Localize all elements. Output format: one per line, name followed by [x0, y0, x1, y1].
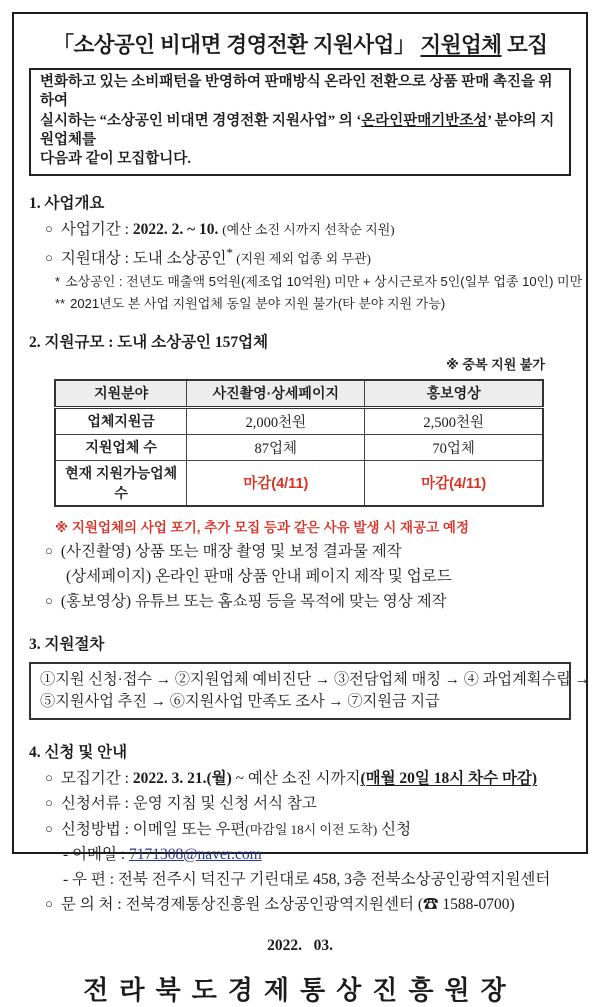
application-method-post: 신청 — [377, 820, 412, 838]
section-2-heading: 2. 지원규모 : 도내 소상공인 157업체 — [29, 333, 269, 351]
support-target-line — [29, 243, 571, 271]
application-docs-text: 신청서류 : 운영 지침 및 신청 서식 참고 — [60, 795, 317, 813]
circle-bullet: ○ — [45, 542, 53, 558]
section-2-items — [29, 539, 571, 614]
circle-bullet: ○ — [45, 795, 53, 811]
detail-page-item-text: (상세페이지) 온라인 판매 상품 안내 페이지 제작 및 업로드 — [66, 568, 452, 586]
footnote-1 — [29, 271, 583, 293]
table-row-count — [55, 434, 543, 460]
circle-bullet: ○ — [45, 593, 53, 609]
business-period-note: (예산 소진 시까지 선착순 지원) — [222, 222, 395, 238]
support-target-label: 지원대상 : 도내 소상공인 — [60, 249, 227, 267]
contact-line — [29, 892, 571, 917]
table-row-grant — [55, 407, 543, 434]
page-title-suffix: 모집 — [501, 33, 548, 57]
postal-line — [29, 867, 571, 892]
intro-box — [29, 68, 571, 176]
section-4-heading: 4. 신청 및 안내 — [29, 744, 128, 762]
intro-line-2-underlined: 온라인판매기반조성 — [361, 112, 488, 129]
row-label-available: 현재 지원가능업체수 — [55, 460, 187, 506]
postal-label: - 우 편 : — [63, 870, 118, 888]
table-header-row — [55, 380, 543, 408]
contact-value: 전북경제통상진흥원 소상공인광역지원센터 (☎ 1588-0700) — [125, 895, 515, 913]
video-item-text: (홍보영상) 유튜브 또는 홈쇼핑 등을 목적에 맞는 영상 제작 — [60, 593, 447, 611]
detail-page-item-line — [29, 564, 571, 589]
support-table — [54, 379, 544, 507]
email-label: - 이메일 : — [63, 845, 130, 863]
count-photo-value: 87업체 — [187, 434, 365, 460]
contact-label: 문 의 처 : — [60, 895, 126, 913]
document-frame — [12, 12, 590, 1007]
business-period-value: 2022. 2. ~ 10. — [132, 221, 223, 239]
section-1-heading: 1. 사업개요 — [29, 195, 105, 213]
process-box — [29, 662, 590, 720]
postal-address: 전북 전주시 덕진구 기린대로 458, 3층 전북소상공인광역지원센터 — [117, 870, 551, 888]
grant-photo-value: 2,000천원 — [187, 407, 365, 434]
section-1-items — [29, 217, 583, 315]
footnote-2 — [29, 293, 571, 315]
support-target-note: (지원 제외 업종 외 무관) — [232, 250, 371, 266]
table-row-available — [55, 460, 543, 506]
recruitment-period-mid: ~ 예산 소진 시까지 — [231, 770, 361, 788]
page-title-underlined: 지원업체 — [420, 33, 502, 57]
intro-line-2-pre: 실시하는 “소상공인 비대면 경영전환 지원사업” 의 ‘ — [40, 112, 362, 129]
video-item-line — [29, 589, 571, 614]
recruitment-period-line — [29, 766, 571, 791]
asterisk-marker: * — [55, 273, 61, 289]
count-video-value: 70업체 — [365, 434, 543, 460]
intro-line-2-post: ’ 분야의 지원업체를 — [40, 112, 555, 148]
circle-bullet: ○ — [45, 895, 53, 911]
row-label-grant: 업체지원금 — [55, 407, 187, 434]
intro-line-1: 변화하고 있는 소비패턴을 반영하여 판매방식 온라인 전환으로 상품 판매 촉진을 위하여 — [40, 74, 553, 110]
issue-date: 2022. 03. — [267, 937, 333, 955]
circle-bullet: ○ — [45, 249, 53, 265]
footnote-2-text: 2021년도 본 사업 지원업체 동일 분야 지원 불가(타 분야 지원 가능) — [70, 295, 446, 311]
row-label-count: 지원업체 수 — [55, 434, 187, 460]
process-step-line-2: ⑤지원사업 추진 → ⑥지원사업 만족도 조사 → ⑦지원금 지급 — [40, 693, 440, 711]
circle-bullet: ○ — [45, 221, 53, 237]
application-docs-line — [29, 791, 571, 816]
available-photo-status: 마감(4/11) — [187, 460, 365, 506]
intro-line-2 — [40, 112, 560, 151]
business-period-line — [29, 217, 571, 242]
monthly-deadline: (매월 20일 18시 차수 마감) — [360, 770, 538, 788]
asterisk-marker: * — [226, 244, 233, 260]
available-video-status: 마감(4/11) — [365, 460, 543, 506]
circle-bullet: ○ — [45, 820, 53, 836]
recruitment-start-date: 2022. 3. 21.(월) — [132, 770, 232, 788]
section-3-heading: 3. 지원절차 — [29, 636, 105, 654]
page-title-prefix: 「소상공인 비대면 경영전환 지원사업」 — [52, 33, 421, 57]
signature: 전라북도경제통상진흥원장 — [83, 976, 517, 1007]
table-header-field: 지원분야 — [55, 380, 187, 408]
application-method-note: (마감일 18시 이전 도착) — [245, 821, 378, 837]
process-step-line-1: ①지원 신청·접수 → ②지원업체 예비진단 → ③전담업체 매칭 → ④ 과업계획수립 → — [40, 671, 590, 689]
photo-item-line — [29, 539, 571, 564]
application-method-pre: 신청방법 : 이메일 또는 우편 — [60, 820, 246, 838]
reannouncement-note: ※ 지원업체의 사업 포기, 추가 모집 등과 같은 사유 발생 시 재공고 예정 — [55, 519, 469, 535]
business-period-label: 사업기간 : — [60, 221, 133, 239]
table-header-photo-page: 사진촬영·상세페이지 — [187, 380, 365, 408]
circle-bullet: ○ — [45, 770, 53, 786]
email-link[interactable]: 7171308@naver.com — [129, 845, 262, 863]
no-duplicate-note: ※ 중복 지원 불가 — [446, 356, 545, 372]
intro-line-3: 다음과 같이 모집합니다. — [40, 151, 191, 168]
footnote-1-text: 소상공인 : 전년도 매출액 5억원(제조업 10억원) 미만 + 상시근로자 5인(일부 업종 10인) 미만 — [65, 273, 583, 289]
recruitment-period-label: 모집기간 : — [60, 770, 133, 788]
application-method-line — [29, 817, 571, 842]
page-title — [29, 28, 571, 59]
double-asterisk-marker: ** — [55, 295, 66, 311]
table-header-promo-video: 홍보영상 — [365, 380, 543, 408]
email-line — [29, 842, 571, 867]
grant-video-value: 2,500천원 — [365, 407, 543, 434]
section-4-items — [29, 766, 571, 917]
photo-item-text: (사진촬영) 상품 또는 매장 촬영 및 보정 결과물 제작 — [60, 542, 402, 560]
